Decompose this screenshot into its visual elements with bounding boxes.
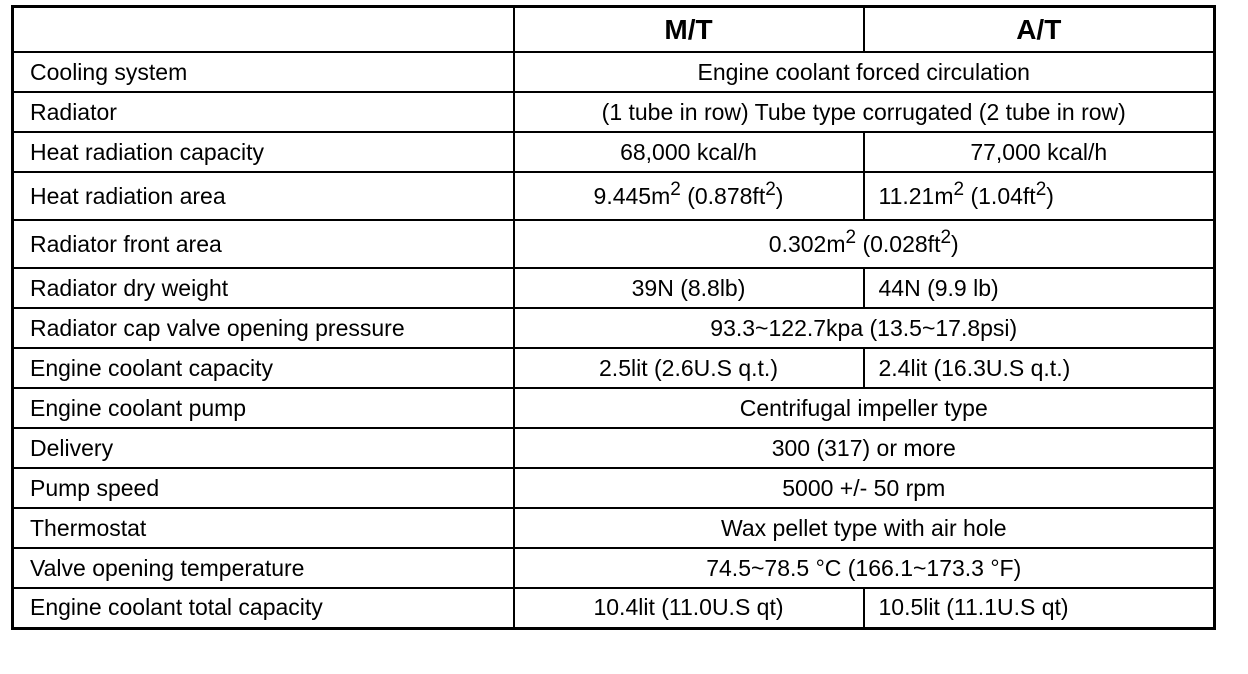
row-value: Engine coolant forced circulation [514,52,1215,92]
value-part: (1.04ft [964,182,1036,209]
header-mt: M/T [514,7,864,53]
superscript: 2 [953,178,965,200]
row-value-at: 44N (9.9 lb) [864,268,1215,308]
row-label: Cooling system [13,52,514,92]
row-label: Radiator dry weight [13,268,514,308]
table-row [13,348,1215,388]
row-label: Delivery [13,428,514,468]
table-row [13,172,1215,220]
row-value-mt: 39N (8.8lb) [514,268,864,308]
superscript: 2 [1035,178,1047,200]
table-row [13,588,1215,628]
row-label: Heat radiation capacity [13,132,514,172]
row-value-mt: 68,000 kcal/h [514,132,864,172]
table-row [13,132,1215,172]
row-value [514,220,1215,268]
row-value-mt: 10.4lit (11.0U.S qt) [514,588,864,628]
superscript: 2 [940,226,952,248]
value-part: 0.302m [768,230,846,257]
row-value: 5000 +/- 50 rpm [514,468,1215,508]
row-value: 300 (317) or more [514,428,1215,468]
value-part: ) [775,182,784,209]
row-label: Thermostat [13,508,514,548]
value-part: 11.21m [878,182,954,209]
table-row [13,268,1215,308]
row-label: Engine coolant total capacity [13,588,514,628]
row-label: Radiator [13,92,514,132]
row-value-at: 2.4lit (16.3U.S q.t.) [864,348,1215,388]
table-row [13,308,1215,348]
row-value: Wax pellet type with air hole [514,508,1215,548]
header-row [13,7,1215,53]
row-label: Valve opening temperature [13,548,514,588]
table-row [13,428,1215,468]
row-value: (1 tube in row) Tube type corrugated (2 tube in row) [514,92,1215,132]
row-label: Pump speed [13,468,514,508]
superscript: 2 [670,178,681,200]
value-part: 9.445m [593,182,671,209]
row-value-mt [514,172,864,220]
superscript: 2 [765,178,776,200]
value-part: (0.028ft [856,230,941,257]
header-blank-cell [13,7,514,53]
row-value-at: 10.5lit (11.1U.S qt) [864,588,1215,628]
row-value-mt: 2.5lit (2.6U.S q.t.) [514,348,864,388]
row-value: Centrifugal impeller type [514,388,1215,428]
row-label: Radiator front area [13,220,514,268]
superscript: 2 [845,226,857,248]
row-label: Radiator cap valve opening pressure [13,308,514,348]
row-label: Engine coolant pump [13,388,514,428]
row-value: 74.5~78.5 °C (166.1~173.3 °F) [514,548,1215,588]
table-row [13,52,1215,92]
row-label: Engine coolant capacity [13,348,514,388]
table-row [13,468,1215,508]
row-value: 93.3~122.7kpa (13.5~17.8psi) [514,308,1215,348]
table-row [13,508,1215,548]
row-value-at: 77,000 kcal/h [864,132,1215,172]
table-row [13,92,1215,132]
row-value-at [864,172,1215,220]
cooling-system-spec-table [11,5,1216,630]
value-part: (0.878ft [680,182,766,209]
value-part: ) [951,230,959,257]
table-row [13,388,1215,428]
row-label: Heat radiation area [13,172,514,220]
table-row [13,220,1215,268]
header-at: A/T [864,7,1215,53]
value-part: ) [1046,182,1054,209]
table-row [13,548,1215,588]
